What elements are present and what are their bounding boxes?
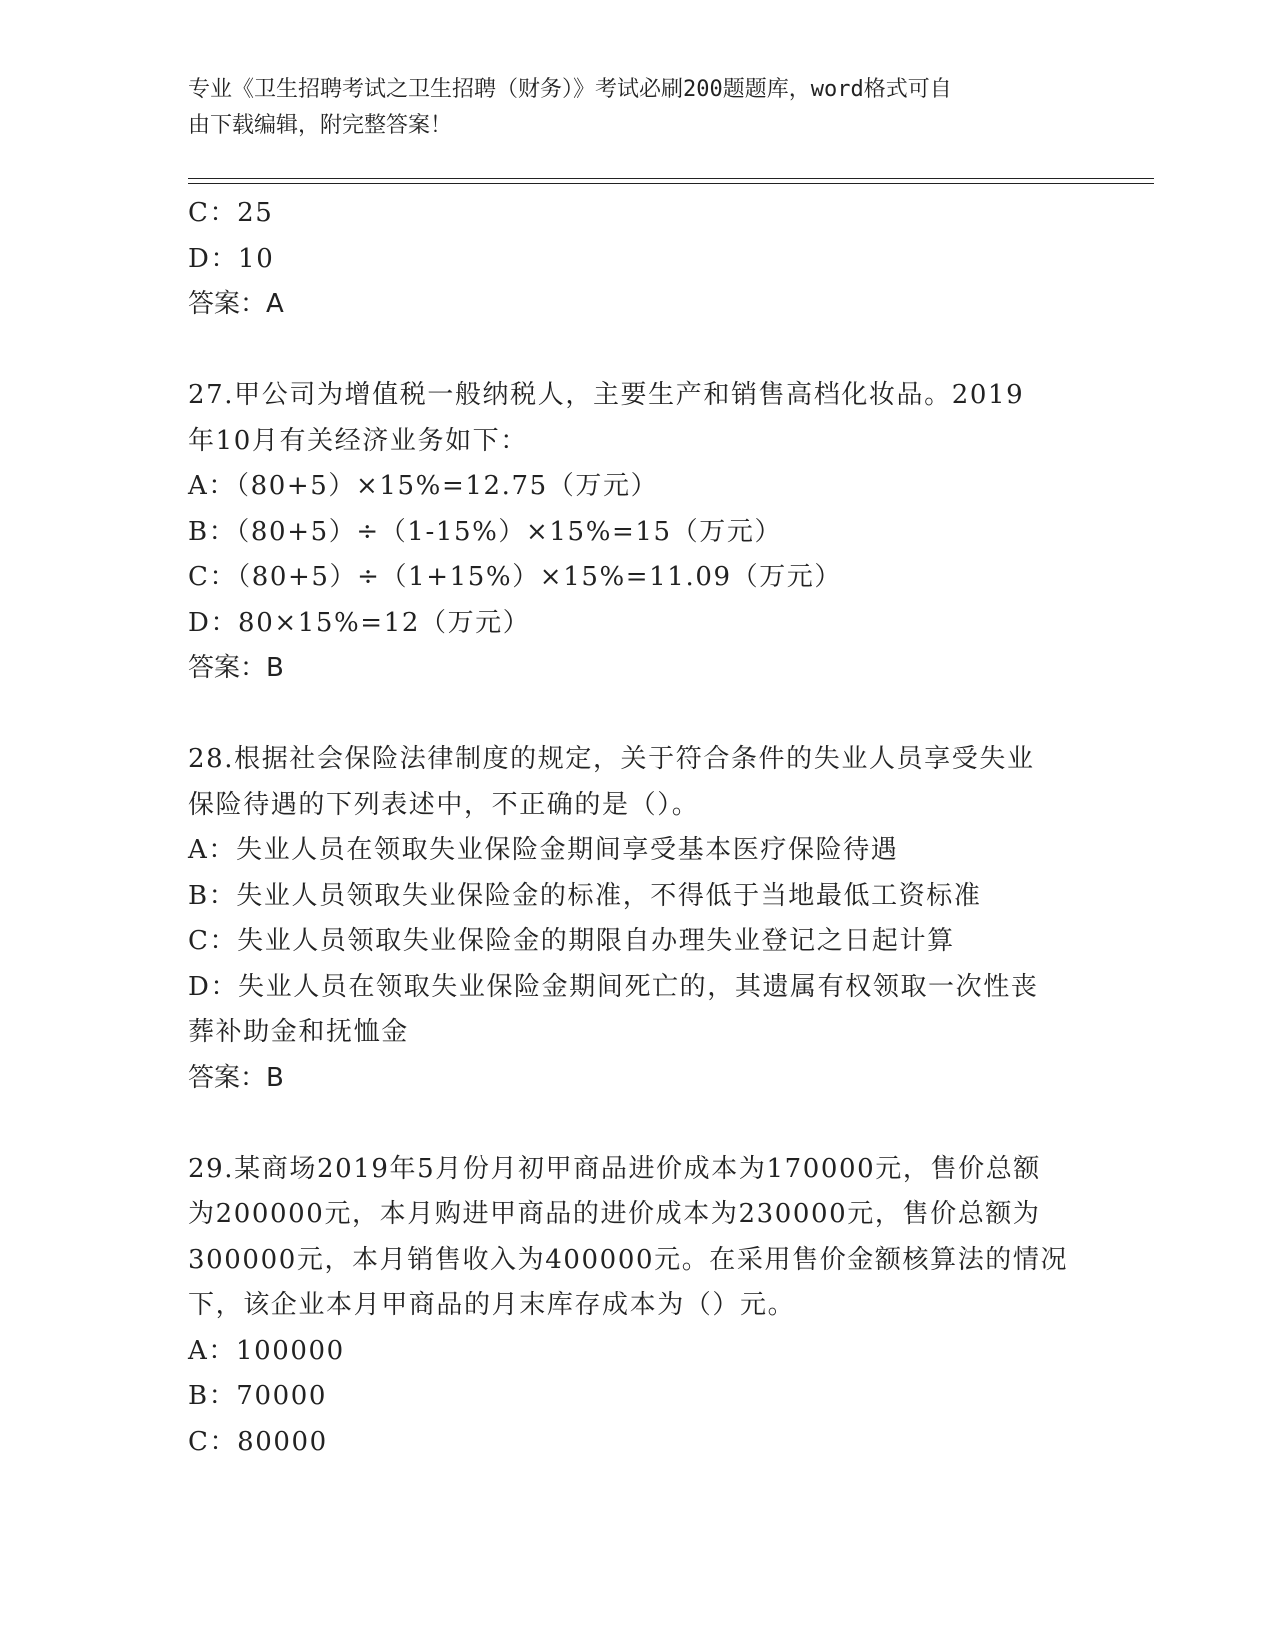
header-line: 由下载编辑，附完整答案！ xyxy=(188,113,453,138)
option-b: B：70000 xyxy=(188,1381,328,1411)
question-29 xyxy=(188,1147,1088,1466)
question-28 xyxy=(188,737,1088,1101)
option-d-continued: 葬补助金和抚恤金 xyxy=(188,1017,409,1047)
question-text: 下，该企业本月甲商品的月末库存成本为（）元。 xyxy=(188,1290,796,1320)
spacer xyxy=(188,328,1088,374)
header-line: 专业《卫生招聘考试之卫生招聘（财务）》考试必刷200题题库，word格式可自 xyxy=(188,77,952,102)
spacer xyxy=(188,692,1088,738)
option-a: A：（80+5）×15%=12.75（万元） xyxy=(188,471,659,501)
question-text: 年10月有关经济业务如下： xyxy=(188,425,528,456)
answer-line: 答案：A xyxy=(188,289,284,319)
question-text: 27.甲公司为增值税一般纳税人，主要生产和销售高档化妆品。2019 xyxy=(188,380,1025,410)
question-text: 为200000元，本月购进甲商品的进价成本为230000元，售价总额为 xyxy=(188,1199,1041,1229)
option-d: D：失业人员在领取失业保险金期间死亡的，其遗属有权领取一次性丧 xyxy=(188,971,1039,1002)
option-d: D：10 xyxy=(188,243,275,274)
option-b: B：（80+5）÷（1-15%）×15%=15（万元） xyxy=(188,516,783,547)
question-text: 29.某商场2019年5月份月初甲商品进价成本为170000元，售价总额 xyxy=(188,1153,1041,1184)
option-c: C：（80+5）÷（1+15%）×15%=11.09（万元） xyxy=(188,562,842,592)
option-c: C：失业人员领取失业保险金的期限自办理失业登记之日起计算 xyxy=(188,926,955,956)
option-a: A：100000 xyxy=(188,1335,345,1366)
document-body xyxy=(188,191,1088,1465)
question-27 xyxy=(188,373,1088,692)
document-header xyxy=(188,72,1088,144)
answer-line: 答案：B xyxy=(188,653,284,683)
spacer xyxy=(188,1101,1088,1147)
question-text: 300000元，本月销售收入为400000元。在采用售价金额核算法的情况 xyxy=(188,1244,1069,1275)
header-rule-top xyxy=(188,178,1154,179)
option-a: A：失业人员在领取失业保险金期间享受基本医疗保险待遇 xyxy=(188,835,899,865)
option-d: D：80×15%=12（万元） xyxy=(188,607,531,638)
question-text: 28.根据社会保险法律制度的规定，关于符合条件的失业人员享受失业 xyxy=(188,744,1035,774)
option-b: B：失业人员领取失业保险金的标准，不得低于当地最低工资标准 xyxy=(188,880,982,911)
header-rule-bottom xyxy=(188,183,1154,184)
option-c: C：80000 xyxy=(188,1426,328,1457)
answer-line: 答案：B xyxy=(188,1062,284,1093)
carryover-block xyxy=(188,191,1088,328)
option-c: C：25 xyxy=(188,198,274,228)
question-text: 保险待遇的下列表述中，不正确的是（）。 xyxy=(188,789,700,820)
